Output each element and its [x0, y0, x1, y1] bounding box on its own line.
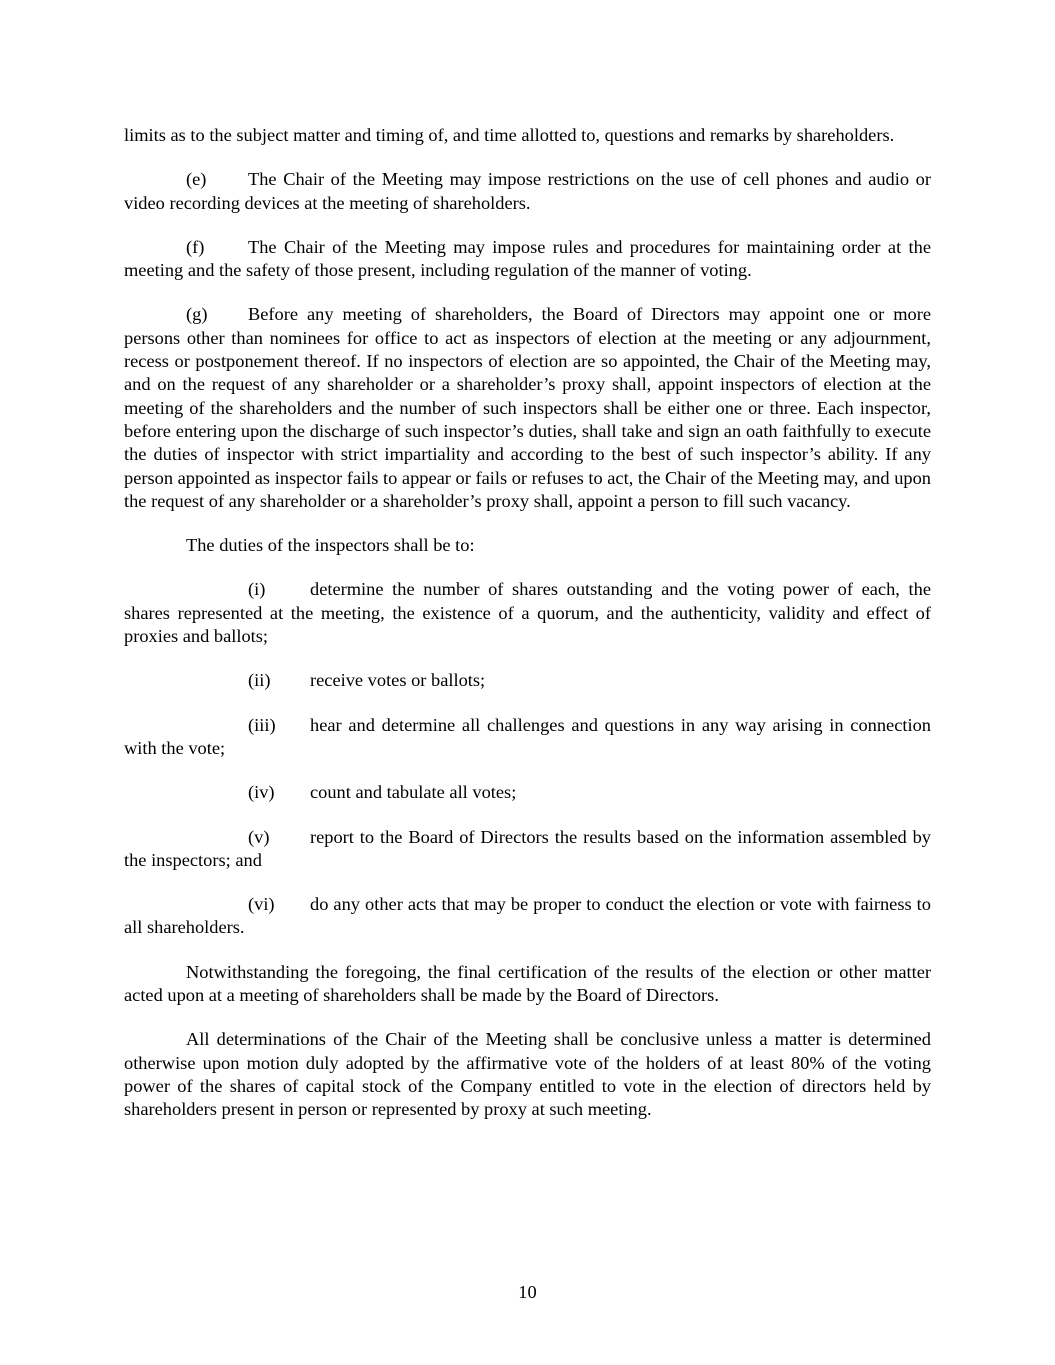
item-label: (f): [186, 236, 205, 257]
item-text: The Chair of the Meeting may impose rules and procedures for maintaining order at the meeting and the safety of those present, including regulation of the manner of voting.: [124, 236, 931, 281]
duty-item-v: [124, 826, 931, 873]
duties-intro: The duties of the inspectors shall be to:: [186, 535, 475, 556]
item-text: The Chair of the Meeting may impose restrictions on the use of cell phones and audio or video recording devices at the meeting of shareholders.: [124, 169, 931, 213]
paragraph-item-f: [124, 236, 931, 283]
duty-item-vi: [124, 893, 931, 940]
duty-item-iii: [124, 714, 931, 761]
duty-item-iv: [124, 781, 931, 804]
paragraph-item-g: [124, 303, 931, 513]
duty-text: receive votes or ballots;: [310, 670, 486, 691]
duty-item-ii: [124, 669, 931, 692]
document-page: [124, 124, 931, 1143]
duty-text: hear and determine all challenges and questions in any way arising in connection with the vote;: [124, 714, 931, 758]
duty-text: count and tabulate all votes;: [310, 782, 517, 803]
duty-label: (iv): [248, 782, 275, 803]
duty-label: (ii): [248, 670, 271, 691]
paragraph-item-e: [124, 168, 931, 215]
duty-label: (iii): [248, 714, 276, 735]
duty-label: (vi): [248, 894, 275, 915]
duty-text: report to the Board of Directors the results based on the information assembled by the inspectors; and: [124, 826, 931, 870]
paragraph-continued: limits as to the subject matter and timing of, and time allotted to, questions and remarks by shareholders.: [124, 125, 895, 145]
item-label: (g): [186, 304, 208, 325]
duty-text: do any other acts that may be proper to conduct the election or vote with fairness to all shareholders.: [124, 894, 931, 938]
duty-label: (v): [248, 826, 270, 847]
paragraph-determinations: All determinations of the Chair of the Meeting shall be conclusive unless a matter is determined otherwise upon motion duly adopted by the affirmative vote of the holders of at least 80% of the voting power of the shares of capital stock of the Company entitled to vote in the election of directors held by shareholders present in person or represented by proxy at such meeting.: [124, 1029, 931, 1120]
duty-label: (i): [248, 579, 266, 600]
duty-item-i: [124, 578, 931, 648]
item-text: Before any meeting of shareholders, the Board of Directors may appoint one or more persons other than nominees for office to act as inspectors of election at the meeting or any adjournment, recess or postponement thereof. If no inspectors of election are so appointed, the Chair of the Meeting may, and on the request of any shareholder or a shareholder’s proxy shall, appoint inspectors of election at the meeting of the shareholders and the number of such inspectors shall be either one or three. Each inspector, before entering upon the discharge of such inspector’s duties, shall take and sign an oath faithfully to execute the duties of inspector with strict impartiality and according to the best of such inspector’s ability. If any person appointed as inspector fails to appear or fails or refuses to act, the Chair of the Meeting may, and upon the request of any shareholder or a shareholder’s proxy shall, appoint a person to fill such vacancy.: [124, 304, 931, 511]
page-number: 10: [518, 1282, 537, 1302]
item-label: (e): [186, 169, 207, 190]
duty-text: determine the number of shares outstanding and the voting power of each, the shares represented at the meeting, the existence of a quorum, and the authenticity, validity and effect of proxies and ballots;: [124, 579, 931, 647]
paragraph-notwithstanding: Notwithstanding the foregoing, the final certification of the results of the election or other matter acted upon at a meeting of shareholders shall be made by the Board of Directors.: [124, 961, 931, 1006]
